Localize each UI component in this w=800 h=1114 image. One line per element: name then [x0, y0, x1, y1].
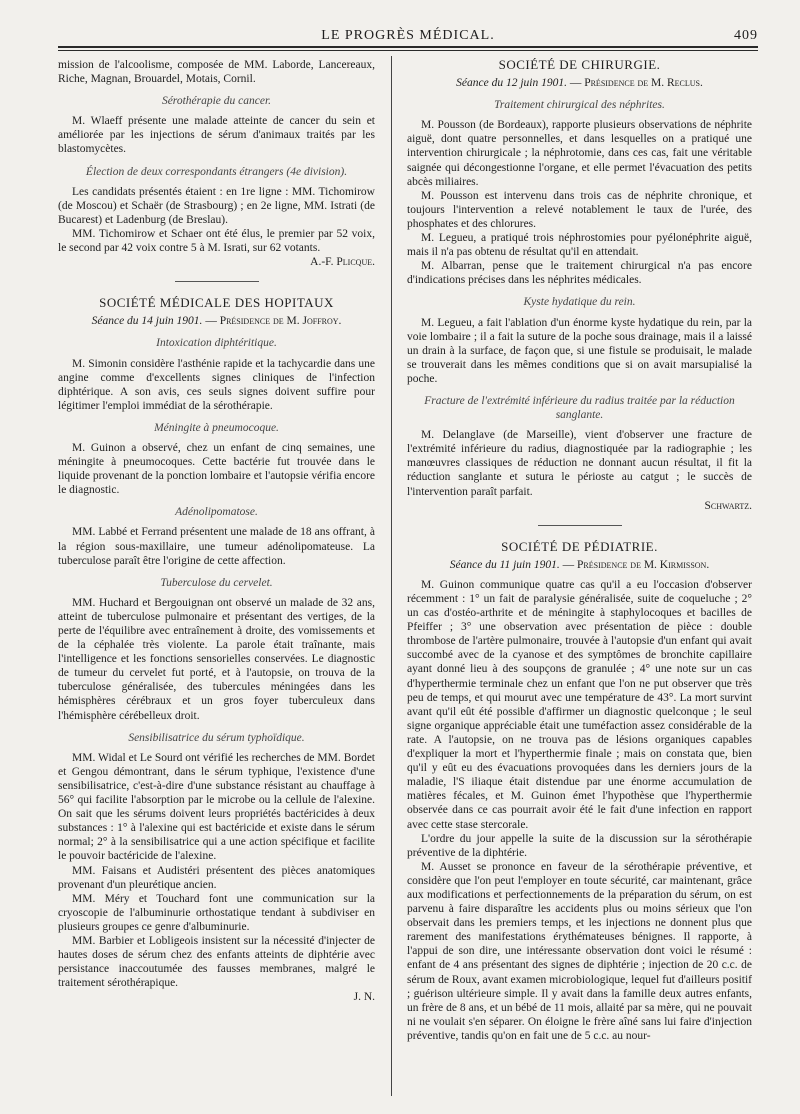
paragraph: M. Delanglave (de Marseille), vient d'observer une fracture de l'extrémité inférieure du radius, diagnostiquée par la radiographie ; les manœuvres classiques de réduction ne donnant aucun résultat, il fit la réduction sanglante et sutura le périoste au catgut ; le succès de l'intervention paraît parfait.	[407, 429, 752, 498]
section-heading: Intoxication diphtéritique.	[156, 337, 277, 350]
session-line	[407, 558, 752, 572]
paragraph: M. Wlaeff présente une malade atteinte de cancer du sein et améliorée par les injections de sérum d'animaux traités par les blastomycètes.	[58, 115, 375, 156]
section-heading: Adénolipomatose.	[175, 506, 258, 519]
session-line	[407, 76, 752, 90]
right-column	[407, 58, 752, 1043]
session-president: — Présidence de M. Kirmisson.	[562, 558, 710, 571]
session-date: Séance du 11 juin 1901.	[449, 558, 560, 571]
paragraph: MM. Méry et Touchard font une communication sur la cryoscopie de l'albuminurie orthostatique tendant à subdiviser en plusieurs groupes ce genre d'albuminurie.	[58, 892, 375, 933]
paragraph: M. Pousson (de Bordeaux), rapporte plusieurs observations de néphrite aiguë, dont quatre personnelles, et dans lesquelles on a pratiqué une intervention chirurgicale ; la néphrotomie, dans ces cas, fait une véritable saignée qui décongestionne l'organe, et elle permet l'évacuation des petits abcès miliaires.	[407, 119, 752, 188]
section-heading: Traitement chirurgical des néphrites.	[494, 99, 665, 112]
paragraph: L'ordre du jour appelle la suite de la discussion sur la sérothérapie préventive de la diphtérie.	[407, 832, 752, 859]
running-header	[58, 26, 758, 48]
separator-rule	[175, 281, 259, 282]
paragraph: MM. Widal et Le Sourd ont vérifié les recherches de MM. Bordet et Gengou démontrant, dans le sérum typhique, l'existence d'une sensibilisatrice, c'est-à-dire d'une substance résistant au chauffage à 56° qui facilite l'absorption par le microbe ou la cellule de l'alexine. On sait que les sérums doivent leurs propriétés bactéricides à deux substances : 1° à l'alexine qui est bactéricide et existe dans le sérum normal; 2° à la sensibilisatrice qui a une action spécifique et facilite le pouvoir bactéricide de l'alexine.	[58, 751, 375, 863]
paragraph: M. Ausset se prononce en faveur de la sérothérapie préventive, et considère que l'on peut l'employer en toute sécurité, car maintenant, grâce aux modifications et perfectionnements de la préparation du sérum, on est parvenu à faire disparaître les accidents plus ou moins sérieux que l'on observait dans les premiers temps, et les injections ne donnent plus que rarement des manifestations érythémateuses bénignes. Il rapporte, à l'appui de son dire, une intéressante observation dont voici le résumé : enfant de 4 ans présentant des signes de diphtérie ; injection de 20 c.c. de sérum de Roux, avant examen microbiologique, lequel fut d'ailleurs positif ; guérison ultérieure simple. Il y avait dans la famille deux autres enfants, un frère de 8 ans, et un bébé de 11 mois, allaité par sa mère, qui ne pouvait ni ne voulait s'en séparer. On éloigne le frère aîné sans lui faire d'injection préventive, tandis qu'on en fait une de 5 c.c. au nour-	[407, 860, 752, 1042]
paragraph: MM. Faisans et Audistéri présentent des pièces anatomiques provenant d'un pleurétique ancien.	[58, 864, 375, 891]
header-rule-thick	[58, 46, 758, 48]
separator-rule	[538, 525, 622, 526]
paragraph: M. Legueu, a fait l'ablation d'un énorme kyste hydatique du rein, par la voie lombaire ; il a fait la suture de la poche sous drainage, mais il a laissé un drain à la surface, de façon que, si une fistule se produisait, le malade se trouverait dans les mêmes conditions que si on avait marsupialisé la poche.	[407, 316, 752, 385]
section-heading: Sensibilisatrice du sérum typhoïdique.	[128, 731, 305, 744]
society-heading: SOCIÉTÉ MÉDICALE DES HOPITAUX	[99, 295, 334, 311]
column-divider	[391, 56, 392, 1096]
session-president: — Présidence de M. Joffroy.	[205, 315, 342, 328]
paragraph: mission de l'alcoolisme, composée de MM. Laborde, Lancereaux, Riche, Magnan, Brouardel, Motais, Cornil.	[58, 59, 375, 86]
signature: A.-F. Plicque.	[310, 256, 375, 269]
section-heading: Élection de deux correspondants étrangers (4e division).	[85, 165, 348, 178]
paragraph: MM. Huchard et Bergouignan ont observé un malade de 32 ans, atteint de tuberculose pulmonaire et présentant des vertiges, de la perte de l'équilibre avec entraînement à droite, des vomissements et de la céphalée très violente. La parole était traînante, mais l'intelligence et les fonctions sensorielles conservées. Le diagnostic de tumeur du cervelet fut porté, et à l'autopsie, on trouva de la tuberculose généralisée, des tubercules méningées dans les hémisphères cérébraux et un gros foyer tuberculeux dans l'hémisphère cérébelleux droit.	[58, 596, 375, 722]
page-number: 409	[734, 28, 758, 43]
signature: J. N.	[353, 991, 375, 1004]
paragraph: MM. Tichomirow et Schaer ont été élus, le premier par 52 voix, le second par 42 voix contre 5 à M. Israti, sur 62 votants.	[58, 227, 375, 255]
society-heading: SOCIÉTÉ DE PÉDIATRIE.	[501, 538, 658, 554]
paragraph: M. Pousson est intervenu dans trois cas de néphrite chronique, et toujours l'intervention a relevé notablement le taux de l'urée, des phosphates et des chlorures.	[407, 189, 752, 230]
paragraph: MM. Barbier et Lobligeois insistent sur la nécessité d'injecter de hautes doses de sérum chez des enfants atteints de diphtérie avec persistance inaccoutumée des fausses membranes, malgré le traitement sérothérapique.	[58, 934, 375, 990]
session-president: — Présidence de M. Reclus.	[569, 77, 703, 90]
section-heading: Méningite à pneumocoque.	[154, 421, 279, 434]
session-date: Séance du 14 juin 1901.	[91, 315, 203, 328]
paragraph: M. Guinon communique quatre cas qu'il a eu l'occasion d'observer récemment : 1° un fait de paralysie généralisée, suite de coqueluche ; 2° un cas d'ostéo-arthrite et de méningite à staphylocoques et bacilles de Pfeiffer ; 3° une observation avec présentation de pièce : double thrombose de l'artère pulmonaire, trouvée à l'autopsie d'un enfant qui avait succombé avec de la cyanose et des symptômes de bronchite capillaire ayant donné lieu à des soupçons de granulée ; 4° une note sur un cas d'hyperthermie terminale chez un enfant que l'on ne put observer que très peu de temps, et qui mourut avec une température de 43°. La mort survint avant qu'il eût été possible d'affirmer un diagnostic quelconque ; le seul signe organique appréciable était une tuméfaction assez considérable de la rate. A l'autopsie, on ne trouva pas de lésions organiques capables d'expliquer la mort et l'hyperthermie finale ; mais on constata que, bien qu'il y eût eu des évacuations provoquées dans les derniers jours de la maladie, l'S iliaque était distendue par une énorme accumulation de matières fécales, et M. Guinon émet l'hypothèse que l'hyperthermie observée dans ce cas pourrait avoir été le fait d'une infection en rapport avec cette stase stercorale.	[407, 578, 752, 831]
section-heading: Tuberculose du cervelet.	[160, 576, 273, 589]
left-column	[58, 58, 375, 1004]
section-heading: Fracture de l'extrémité inférieure du radius traitée par la réduction sanglante.	[424, 394, 735, 422]
section-heading: Kyste hydatique du rein.	[523, 296, 636, 309]
signature: Schwartz.	[704, 499, 752, 512]
session-line	[58, 314, 375, 328]
paragraph: M. Simonin considère l'asthénie rapide et la tachycardie dans une angine comme d'excellents signes cliniques de l'infection diphtérique. A son avis, ces seuls signes doivent suffire pour légitimer l'emploi immédiat de la sérothérapie.	[58, 357, 375, 412]
paragraph: MM. Labbé et Ferrand présentent une malade de 18 ans offrant, à la région sous-maxillaire, une tumeur adénolipomateuse. La tuberculose paraît être l'origine de cette affection.	[58, 526, 375, 567]
header-rule-thin	[58, 50, 758, 51]
paragraph: Les candidats présentés étaient : en 1re ligne : MM. Tichomirow (de Moscou) et Schaër (de Strasbourg) ; en 2e ligne, MM. Istrati (de Bucarest) et Ladenburg (de Breslau).	[58, 185, 375, 226]
paragraph: M. Albarran, pense que le traitement chirurgical n'a pas encore d'indications précises dans les néphrites médicales.	[407, 260, 752, 287]
section-heading: Sérothérapie du cancer.	[161, 95, 272, 108]
journal-title: LE PROGRÈS MÉDICAL.	[321, 28, 495, 43]
paragraph: M. Guinon a observé, chez un enfant de cinq semaines, une méningite à pneumocoques. Cette bactérie fut trouvée dans le liquide provenant de la ponction lombaire et l'autopsie vérifia encore le diagnostic.	[58, 441, 375, 497]
session-date: Séance du 12 juin 1901.	[456, 77, 567, 90]
society-heading: SOCIÉTÉ DE CHIRURGIE.	[498, 57, 661, 72]
paragraph: M. Legueu, a pratiqué trois néphrostomies pour pyélonéphrite aiguë, mais il n'a pas obtenu de résultat qu'il en attendait.	[407, 232, 752, 259]
